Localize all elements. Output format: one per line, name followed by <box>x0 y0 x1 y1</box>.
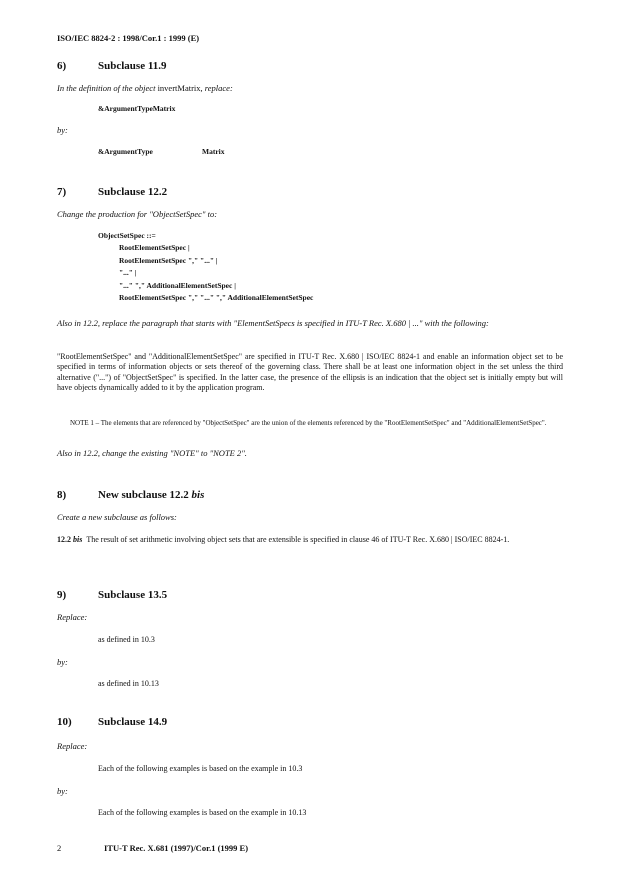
section-6-by: by: <box>57 125 68 135</box>
section-9-new-text: as defined in 10.13 <box>98 679 159 688</box>
section-7-note: NOTE 1 – The elements that are referenced by "ObjectSetSpec" are the union of the elements referenced by the "RootElementSetSpec" and "AdditionalElementSetSpec". <box>70 419 547 427</box>
running-header: ISO/IEC 8824-2 : 1998/Cor.1 : 1999 (E) <box>57 33 200 43</box>
section-10-number: 10) <box>57 716 72 728</box>
section-8-lead-number: 12.2 <box>57 535 73 544</box>
section-6-object-name: invertMatrix <box>157 83 201 93</box>
section-9-by: by: <box>57 657 68 667</box>
section-8-title-text: New subclause 12.2 <box>98 489 192 501</box>
section-7-instruction-3: Also in 12.2, change the existing "NOTE" to "NOTE 2". <box>57 448 247 458</box>
section-6-instruction <box>57 83 233 93</box>
section-6-new-code-a: &ArgumentType <box>98 147 153 156</box>
section-10-replace: Replace: <box>57 741 88 751</box>
code-line: ObjectSetSpec ::= <box>98 231 156 240</box>
section-9-title: Subclause 13.5 <box>98 589 168 601</box>
section-8-number: 8) <box>57 489 67 501</box>
section-7-number: 7) <box>57 186 67 198</box>
section-6-instruction-b: , replace: <box>200 83 233 93</box>
section-8-paragraph <box>57 535 563 545</box>
section-9-old-text: as defined in 10.3 <box>98 635 155 644</box>
section-8-title <box>98 489 204 501</box>
code-line: RootElementSetSpec | <box>119 243 190 252</box>
section-7-instruction: Change the production for "ObjectSetSpec" to: <box>57 209 218 219</box>
section-10-old-text: Each of the following examples is based on the example in 10.3 <box>98 764 303 773</box>
section-6-title: Subclause 11.9 <box>98 60 167 72</box>
code-line: RootElementSetSpec "," "..." | <box>119 256 218 265</box>
section-6-new-code-b: Matrix <box>202 147 225 156</box>
code-line: "..." "," AdditionalElementSetSpec | <box>119 281 236 290</box>
section-7-title: Subclause 12.2 <box>98 186 168 198</box>
section-8-title-bis: bis <box>191 489 205 501</box>
section-8-instruction: Create a new subclause as follows: <box>57 512 177 522</box>
section-8-paragraph-text: The result of set arithmetic involving object sets that are extensible is specified in clause 46 of ITU-T Rec. X.680 | ISO/IEC 8824-1. <box>86 535 510 544</box>
code-line: RootElementSetSpec "," "..." "," AdditionalElementSetSpec <box>119 293 314 302</box>
section-10-title: Subclause 14.9 <box>98 716 168 728</box>
section-8-lead-bis: bis <box>73 535 83 544</box>
section-10-new-text: Each of the following examples is based on the example in 10.13 <box>98 808 307 817</box>
section-7-instruction-2: Also in 12.2, replace the paragraph that starts with "ElementSetSpecs is specified in ITU-T Rec. X.680 | ..." with the following: <box>57 318 489 328</box>
section-6-number: 6) <box>57 60 67 72</box>
section-10-by: by: <box>57 786 68 796</box>
section-9-replace: Replace: <box>57 612 88 622</box>
code-line: "..." | <box>119 268 137 277</box>
section-6-old-code: &ArgumentTypeMatrix <box>98 104 176 113</box>
section-9-number: 9) <box>57 589 67 601</box>
section-7-paragraph: "RootElementSetSpec" and "AdditionalElementSetSpec" are specified in ITU-T Rec. X.680 | ISO/IEC 8824-1 and enable an information object set to be specified in terms of information objects or sets thereof of the governing class. There shall be at least one information object in the set unless the third alternative ("...") of "ObjectSetSpec" is specified. In the latter case, the presence of the ellipsis is an indication that the object set is initially empty but will have objects dynamically added to it by the application program. <box>57 352 563 392</box>
section-6-instruction-a: In the definition of the object <box>57 83 158 93</box>
running-footer: ITU-T Rec. X.681 (1997)/Cor.1 (1999 E) <box>104 843 249 853</box>
page-number: 2 <box>57 843 62 853</box>
